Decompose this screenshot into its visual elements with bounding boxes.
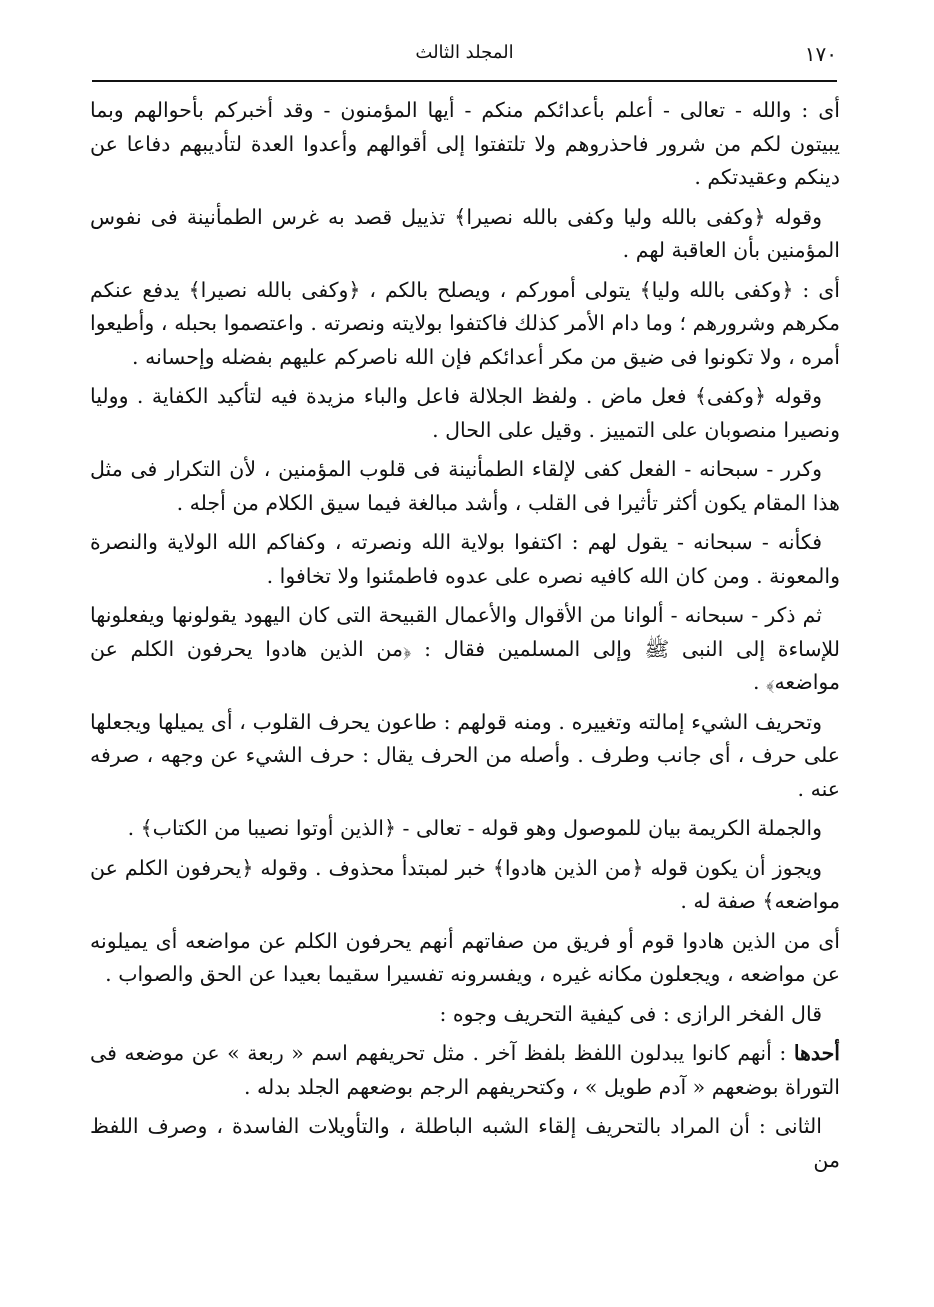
paragraph-text: أى : والله - تعالى - أعلم بأعدائكم منكم - أيها المؤمنون - وقد أخبركم بأحوالهم وبما يبيتون لكم من شرور فاحذروهم ولا تلتفتوا إلى أقوالهم وأعدوا العدة لتأديبهم دفاعا عن دينكم وعقيدتكم . (90, 98, 840, 189)
header-rule (92, 80, 837, 82)
paragraph (90, 526, 840, 593)
paragraph-text: الثانى : أن المراد بالتحريف إلقاء الشبه الباطلة ، والتأويلات الفاسدة ، وصرف اللفظ من (90, 1114, 840, 1172)
paragraph-text: أى : ﴿وكفى بالله وليا﴾ يتولى أموركم ، ويصلح بالكم ، ﴿وكفى بالله نصيرا﴾ يدفع عنكم مكرهم وشرورهم ؛ وما دام الأمر كذلك فاكتفوا بولايته ونصرته . واعتصموا بحبله ، وأطيعوا أمره ، ولا تكونوا فى ضيق من مكر أعدائكم فإن الله ناصركم عليهم بفضله وإحسانه . (90, 277, 840, 369)
paragraph-text: وقوله ﴿وكفى﴾ فعل ماض . ولفظ الجلالة فاعل والباء مزيدة فيه لتأكيد الكفاية . ووليا ونصيرا منصوبان على التمييز . وقيل على الحال . (90, 384, 840, 442)
paragraph (90, 925, 840, 992)
page-body (90, 94, 840, 1183)
paragraph-lead: أحدها (793, 1041, 840, 1065)
paragraph-text: : أنهم كانوا يبدلون اللفظ بلفظ آخر . مثل تحريفهم اسم « ربعة » عن موضعه فى التوراة بوضعهم « آدم طويل » ، وكتحريفهم الرجم بوضعهم الجلد بدله . (90, 1041, 840, 1099)
paragraph (90, 852, 840, 919)
paragraph-text: والجملة الكريمة بيان للموصول وهو قوله - تعالى - ﴿الذين أوتوا نصيبا من الكتاب﴾ . (127, 816, 822, 840)
paragraph (90, 1037, 840, 1104)
paragraph-text: ثم ذكر - سبحانه - ألوانا من الأقوال والأعمال القبيحة التى كان اليهود يقولونها ويفعلونها للإساءة إلى النبى ﷺ وإلى المسلمين فقال : ﴿من الذين هادوا يحرفون الكلم عن مواضعه﴾ . (90, 603, 840, 694)
paragraph-text: أى من الذين هادوا قوم أو فريق من صفاتهم أنهم يحرفون الكلم عن مواضعه أى يميلونه عن مواضعه ، ويجعلون مكانه غيره ، ويفسرونه تفسيرا سقيما بعيدا عن الحق والصواب . (90, 928, 840, 986)
paragraph-text: وقوله ﴿وكفى بالله وليا وكفى بالله نصيرا﴾ تذييل قصد به غرس الطمأنينة فى نفوس المؤمنين بأن العاقبة لهم . (90, 204, 840, 262)
paragraph-text: قال الفخر الرازى : فى كيفية التحريف وجوه : (439, 1001, 822, 1026)
paragraph (90, 599, 840, 700)
paragraph (90, 812, 840, 846)
paragraph (90, 274, 840, 375)
paragraph (90, 998, 840, 1032)
volume-title: المجلد الثالث (415, 42, 514, 63)
page-number: ١٧٠ (804, 42, 837, 66)
paragraph-text: وتحريف الشيء إمالته وتغييره . ومنه قولهم : طاعون يحرف القلوب ، أى يميلها ويجعلها على حرف ، أى جانب وطرف . وأصله من الحرف يقال : حرف الشيء عن وجهه ، صرفه عنه . (90, 709, 840, 801)
paragraph (90, 201, 840, 268)
paragraph (90, 453, 840, 520)
paragraph (90, 1110, 840, 1177)
paragraph (90, 94, 840, 195)
paragraph-text: فكأنه - سبحانه - يقول لهم : اكتفوا بولاية الله ونصرته ، وكفاكم الله الولاية والنصرة والمعونة . ومن كان الله كافيه نصره على عدوه فاطمئنوا ولا تخافوا . (90, 530, 840, 588)
paragraph-text: ويجوز أن يكون قوله ﴿من الذين هادوا﴾ خبر لمبتدأ محذوف . وقوله ﴿يحرفون الكلم عن مواضعه﴾ صفة له . (90, 855, 840, 913)
paragraph-text: وكرر - سبحانه - الفعل كفى لإلقاء الطمأنينة فى قلوب المؤمنين ، لأن التكرار فى مثل هذا المقام يكون أكثر تأثيرا فى القلب ، وأشد مبالغة فيما سيق الكلام من أجله . (90, 457, 840, 515)
paragraph (90, 706, 840, 807)
paragraph (90, 380, 840, 447)
page-header (92, 34, 837, 74)
